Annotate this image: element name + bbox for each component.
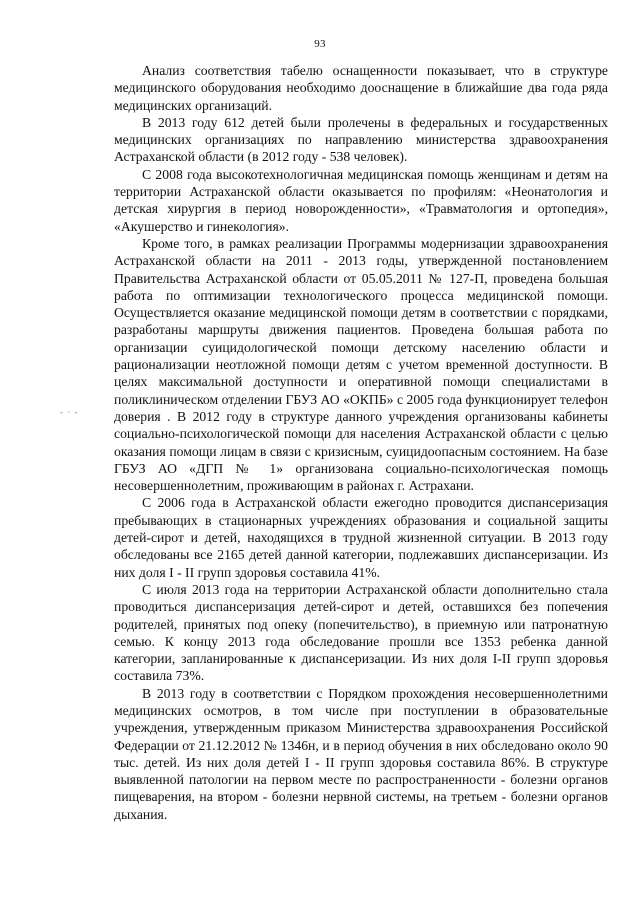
paragraph-equipment-analysis: Анализ соответствия табелю оснащенности показывает, что в структуре медицинского оборудования необходимо дооснащение в ближайшие два года ряда медицинских организаций. xyxy=(114,63,608,113)
body-text xyxy=(114,62,608,823)
paragraph-high-tech-care: С 2008 года высокотехнологичная медицинская помощь женщинам и детям на территории Астраханской области оказывается по профилям: «Неонатология и детская хирургия в период новорожденности», «Травматология и ортопедия», «Акушерство и гинекология». xyxy=(114,166,608,234)
paragraph-orphans-foster: С июля 2013 года на территории Астраханской области дополнительно стала проводиться диспансеризация детей-сирот и детей, оставшихся без попечения родителей, принятых под опеку (попечительство), в приемную или патронатную семью. К концу 2013 года обследование прошли все 1353 ребенка данной категории, запланированные к диспансеризации. Из них доля I-II групп здоровья составила 73%. xyxy=(114,581,608,684)
paragraph-orphans-institutions: С 2006 года в Астраханской области ежегодно проводится диспансеризация пребывающих в стационарных учреждениях образования и социальной защиты детей-сирот и детей, находящихся в трудной жизненной ситуации. В 2013 году обследованы все 2165 детей данной категории, подлежавших диспансеризации. Из них доля I - II групп здоровья составила 41%. xyxy=(114,495,608,580)
paragraph-school-checkups: В 2013 году в соответствии с Порядком прохождения несовершеннолетними медицинских осмотров, в том числе при поступлении в образовательные учреждения, утвержденным приказом Министерства здравоохранения Российской Федерации от 21.12.2012 № 1346н, и в период обучения в них обследовано около 90 тыс. детей. Из них доля детей I - II групп здоровья составила 86%. В структуре выявленной патологии на первом месте по распространенности - болезни органов пищеварения, на втором - болезни нервной системы, на третьем - болезни органов дыхания. xyxy=(114,685,608,822)
margin-mark: - · - xyxy=(60,407,79,417)
paragraph-federal-treatment: В 2013 году 612 детей были пролечены в федеральных и государственных медицинских организациях по направлению министерства здравоохранения Астраханской области (в 2012 году - 538 человек). xyxy=(114,114,608,165)
paragraph-modernization-program: Кроме того, в рамках реализации Программы модернизации здравоохранения Астраханской области на 2011 - 2013 годы, утвержденной постановлением Правительства Астраханской области от 05.05.2011 № 127-П, проведена большая работа по оптимизации технологического процесса медицинской помощи. Осуществляется оказание медицинской помощи детям в соответствии с порядками, разработаны маршруты движения пациентов. Проведена большая работа по организации суицидологической помощи детскому населению области и рационализации неотложной помощи детям с учетом временной доступности. В целях максимальной доступности и оперативной помощи специалистами в поликлиническом отделении ГБУЗ АО «ОКПБ» с 2005 года функционирует телефон доверия . В 2012 году в структуре данного учреждения организованы кабинеты социально-психологической помощи для населения Астраханской области с целью оказания помощи лицам в связи с кризисным, суицидоопасным состоянием. На базе ГБУЗ АО «ДГП № 1» организована социально-психологическая помощь несовершеннолетним, проживающим в районах г. Астрахани. xyxy=(114,235,608,494)
page-number: 93 xyxy=(314,38,326,50)
